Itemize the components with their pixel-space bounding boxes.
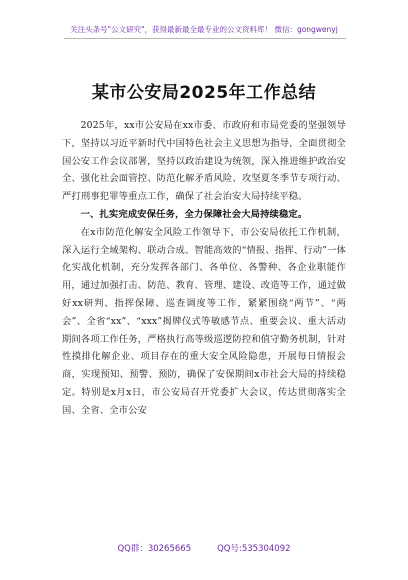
qq-number: QQ号:535304092 bbox=[217, 544, 291, 554]
section-heading: 一、扎实完成安保任务，全力保障社会大局持续稳定。 bbox=[80, 208, 308, 220]
footer-contact bbox=[0, 542, 408, 554]
intro-paragraph: 2025年，xx市公安局在xx市委、市政府和市局党委的坚强领导下，坚持以习近平新时代中国特色社会主义思想为指导，全面贯彻全国公安工作会议部署，坚持以政治建设为统领，深入推进维护政治安全、强化社会面管控、防范化解矛盾风险、攻坚夏冬季节专项行动、严打刑事犯罪等重点工作，确保了社会治安大局持续平稳。 bbox=[62, 120, 346, 203]
qq-group: QQ群：30265665 bbox=[117, 544, 192, 554]
document-body bbox=[62, 117, 346, 420]
header-divider bbox=[64, 38, 346, 39]
section-paragraph: 在x市防范化解安全风险工作领导下，市公安局依托工作机制，深入运行全域架构、联动合成、智能高效的“情报、指挥、行动”一体化实战化机制，充分发挥各部门、各单位、各警种、各企业职能作用，通过加强打击、防范、教育、管理、建设、改造等工作，通过做好xx研判、指挥保障、巡查调度等工作，紧紧围绕“两节”、“两会”、全省“xx”、“xxx”揭牌仪式等敏感节点、重要会议、重大活动期间各项工作任务，严格执行高等级巡逻防控和值守勤务机制，针对性摸排化解企业、项目存在的重大安全风险隐患，开展每日情报会商，实现预知、预警、预防，确保了安保期间x市社会大局的持续稳定。特别是x月x日，市公安局召开党委扩大会议，传达贯彻落实全国、全省、全市公安 bbox=[62, 226, 346, 416]
header-banner: 关注头条号"公文研究"，获得最新最全最专业的公文资料库！ 微信：gongwenyj bbox=[70, 25, 338, 34]
document-title: 某市公安局2025年工作总结 bbox=[91, 83, 317, 103]
